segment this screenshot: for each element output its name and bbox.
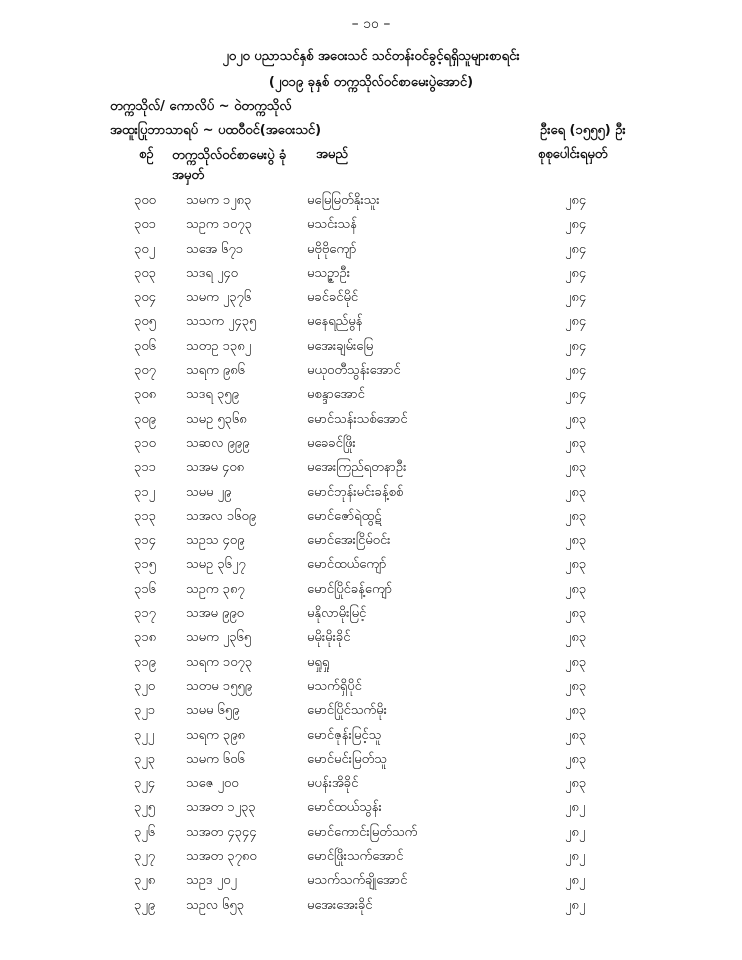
row-marks: ၂၈၃ [565,411,587,427]
header-roll: တက္ကသိုလ်ဝင်စာမေးပွဲ ခုံအမှတ် [172,148,287,183]
row-no: ၃၀၆ [134,338,156,354]
table-row [0,216,742,240]
row-marks: ၂၈၂ [565,849,586,865]
row-roll: သတဥ ၁၃၈၂ [186,338,252,354]
row-name: မောင်ထယ်ကျော် [307,557,387,573]
row-no: ၃၁၈ [134,630,157,646]
row-name: မအေးကြည်ရတနာဦး [307,460,407,476]
table-row [0,654,742,678]
row-marks: ၂၈၃ [565,776,587,792]
row-name: မရှုရှု [307,654,330,670]
row-marks: ၂၈၃ [565,654,587,670]
row-no: ၃၂၈ [134,873,156,889]
row-roll: သမဥ ၅၃၆၈ [186,411,247,427]
table-row [0,556,742,580]
row-marks: ၂၈၂ [565,824,586,840]
row-name: မောင်ပြိုင်ခန့်ကျော် [307,581,393,597]
row-roll: သအလ ၁၆၀၉ [186,508,257,524]
row-no: ၃၁၅ [134,557,156,573]
row-roll: သမက ၁၂၈၃ [186,193,252,208]
university-line: တက္ကသိုလ်/ ကောလိပ် ~ ဝဲတက္ကသိုလ် [110,99,292,114]
table-row [0,824,742,848]
row-marks: ၂၈၃ [565,435,587,451]
table-row [0,192,742,216]
header-no: စဉ် [139,147,154,162]
row-roll: သမမ ၂၉ [186,484,232,500]
row-name: မစန္ဒာအောင် [307,387,365,403]
row-no: ၃၁၀ [134,435,156,451]
table-row [0,848,742,872]
total-count: ဦးရေ (၁၅၅၅) ဦး [540,123,626,138]
row-name: မောင်ဖြိုးသက်အောင် [307,849,404,865]
table-row [0,605,742,629]
row-roll: သရက ၉၈၆ [186,363,245,379]
row-roll: သသက ၂၄၃၅ [186,314,257,330]
table-row [0,678,742,702]
row-name: မယုဝတီသွန်းအောင် [307,363,401,379]
row-marks: ၂၈၂ [565,800,586,816]
table-row [0,411,742,435]
header-marks: စုစုပေါင်းရမှတ် [538,147,608,162]
row-no: ၃၂၁ [134,703,156,719]
row-name: မနိုလာမိုးမြင့် [307,606,367,622]
row-no: ၃၀၀ [134,193,156,208]
row-roll: သအေ ၆၇၁ [186,241,244,257]
row-roll: သဥက ၁၀၇၃ [186,217,252,233]
row-marks: ၂၈၃ [565,678,587,694]
table-row [0,265,742,289]
row-roll: သမက ၆၀၆ [186,751,245,767]
row-no: ၃၀၈ [134,387,157,403]
row-marks: ၂၈၃ [565,630,587,646]
row-name: မောင်ကောင်းမြတ်သက် [307,824,418,840]
row-roll: သအတ ၃၇၈၀ [186,849,257,865]
table-row [0,702,742,726]
row-marks: ၂၈၄ [565,241,587,257]
row-roll: သဆလ ၉၉၉ [186,435,250,451]
row-marks: ၂၈၃ [565,751,587,767]
row-name: မောင်ဘုန်းမင်းခန့်စစ် [307,484,404,500]
table-row [0,484,742,508]
row-no: ၃၁၄ [134,533,156,549]
row-roll: သရက ၃၉၈ [186,727,245,743]
row-marks: ၂၈၃ [565,727,587,743]
row-roll: သရက ၁၀၇၃ [186,654,253,670]
row-roll: သဥဒ ၂၀၂ [186,873,237,889]
row-name: မပန်းအိခိုင် [307,776,359,792]
row-marks: ၂၈၄ [565,338,587,354]
row-name: မဗိုဗိုကျော် [307,241,357,257]
table-row [0,799,742,823]
row-no: ၃၀၂ [134,241,156,257]
row-name: မောင်ဇော်ရဲထွဋ် [307,508,382,524]
table-row [0,532,742,556]
row-marks: ၂၈၃ [565,508,587,524]
row-marks: ၂၈၃ [565,460,587,476]
row-no: ၃၀၇ [134,363,156,379]
row-roll: သမမ ၆၅၉ [186,703,240,719]
row-name: မခေခင်ဖြိုး [307,435,356,451]
major-line: အထူးပြုဘာသာရပ် ~ ပထဝီဝင်(အဝေးသင်) [110,123,322,138]
row-no: ၃၁၇ [134,606,156,622]
row-roll: သမဥ ၃၆၂၇ [186,557,246,573]
row-no: ၃၀၅ [134,314,156,330]
row-roll: သမက ၂၃၇၆ [186,290,252,306]
row-no: ၃၂၃ [134,751,156,767]
row-marks: ၂၈၄ [565,290,587,306]
row-roll: သအတ ၄၃၄၄ [186,824,257,840]
table-row [0,775,742,799]
table-row [0,435,742,459]
row-no: ၃၂၉ [134,897,156,913]
table-row [0,508,742,532]
row-name: မောင်ဇုန်းမြင့်သူ [307,727,382,743]
page-number: – ၁၀ – [351,16,391,32]
document-subtitle: (၂၀၁၉ ခုနှစ် တက္ကသိုလ်ဝင်စာမေးပွဲအောင်) [268,75,474,90]
table-row [0,872,742,896]
row-name: မခင်ခင်မိုင် [307,290,359,306]
table-row [0,289,742,313]
row-name: မအေးချမ်းမြေ [307,338,374,354]
row-no: ၃၁၁ [134,460,156,476]
row-marks: ၂၈၄ [565,265,587,281]
row-marks: ၂၈၂ [565,897,586,913]
row-no: ၃၁၆ [134,581,156,597]
row-no: ၃၀၃ [134,265,156,281]
row-no: ၃၂၆ [134,824,156,840]
row-roll: သတမ ၁၅၅၉ [186,678,253,694]
table-row [0,629,742,653]
row-roll: သဒရ ၃၅၉ [186,387,239,403]
table-row [0,581,742,605]
row-name: မအေးအေးခိုင် [307,897,373,913]
row-name: မောင်အေးငြိမ်ဝင်း [307,533,391,549]
row-no: ၃၁၂ [134,484,156,500]
row-no: ၃၂၀ [134,678,156,694]
row-marks: ၂၈၄ [565,217,587,233]
row-name: မောင်မင်းမြတ်သူ [307,751,387,767]
table-row [0,459,742,483]
row-no: ၃၀၁ [134,217,156,233]
row-marks: ၂၈၃ [565,484,587,500]
row-no: ၃၀၉ [134,411,156,427]
row-marks: ၂၈၄ [565,387,587,403]
row-roll: သဥက ၃၈၇ [186,581,245,597]
row-name: မသဉ္ဇာဦး [307,265,351,281]
results-table [0,192,742,921]
row-marks: ၂၈၃ [565,557,587,573]
header-name: အမည် [316,147,348,162]
table-row [0,241,742,265]
row-roll: သဒရ ၂၄၀ [186,265,238,281]
row-marks: ၂၈၃ [565,581,587,597]
row-marks: ၂၈၄ [565,193,587,208]
row-name: မသက်သက်ချိုအောင် [307,873,408,889]
row-roll: သအမ ၄၀၈ [186,460,245,476]
row-roll: သအတ ၁၂၃၃ [186,800,256,816]
row-marks: ၂၈၃ [565,533,587,549]
row-marks: ၂၈၄ [565,363,587,379]
row-name: မသင်းသန် [307,217,357,233]
row-no: ၃၁၃ [134,508,156,524]
row-roll: သဇေ ၂၀၀ [186,776,239,792]
row-no: ၃၀၄ [134,290,156,306]
table-row [0,362,742,386]
row-name: မသက်ရှိပိုင် [307,678,362,694]
row-no: ၃၁၉ [134,654,156,670]
row-name: မောင်ထယ်သွန်း [307,800,382,816]
table-row [0,897,742,921]
row-no: ၃၂၂ [134,727,155,743]
table-row [0,386,742,410]
row-name: မမြေမြတ်နိုးသူး [307,193,380,208]
row-marks: ၂၈၂ [565,873,586,889]
row-no: ၃၂၄ [134,776,156,792]
table-row [0,338,742,362]
row-name: မောင်သန်းသစ်အောင် [307,411,408,427]
row-roll: သအမ ၉၉၀ [186,606,244,622]
document-title: ၂၀၂၀ ပညာသင်နှစ် အဝေးသင် သင်တန်းဝင်ခွင့်ရရှိသူများစာရင်း [222,49,520,64]
table-row [0,751,742,775]
table-row [0,313,742,337]
row-marks: ၂၈၄ [565,314,587,330]
table-row [0,727,742,751]
row-roll: သမက ၂၃၆၅ [186,630,252,646]
row-roll: သဥသ ၄၀၉ [186,533,245,549]
row-no: ၃၂၅ [134,800,156,816]
row-roll: သဥလ ၆၅၃ [186,897,245,913]
row-name: မောင်ပြိုင်သက်မိုး [307,703,387,719]
row-marks: ၂၈၃ [565,703,587,719]
row-name: မမိုးမိုးခိုင် [307,630,351,646]
row-name: မနေရည်မွန် [307,314,363,330]
row-no: ၃၂၇ [134,849,156,865]
row-marks: ၂၈၃ [565,606,587,622]
